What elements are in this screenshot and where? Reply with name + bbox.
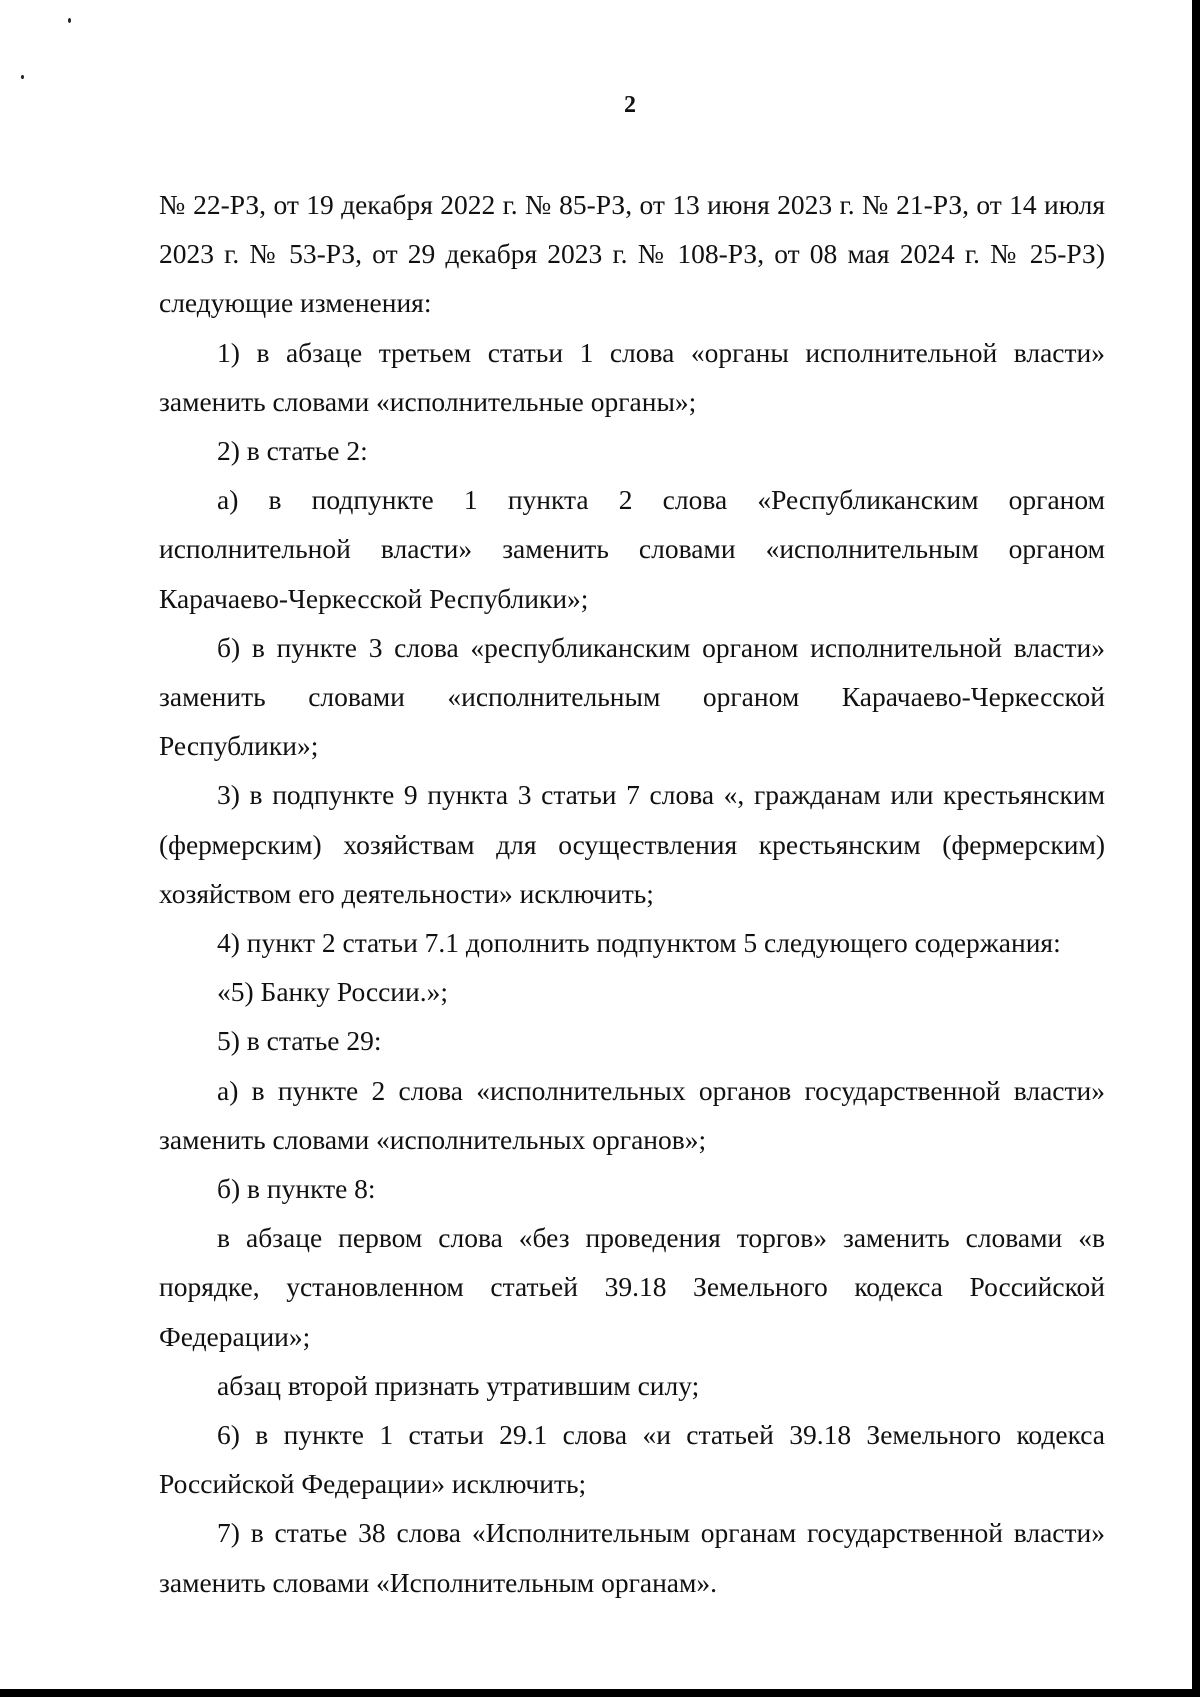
paragraph-item-5a: а) в пункте 2 слова «исполнительных органов государственной власти» заменить словами «исполнительных органов»; [159, 1074, 1105, 1155]
paragraph-item-7: 7) в статье 38 слова «Исполнительным органам государственной власти» заменить словами «Исполнительным органам». [159, 1517, 1105, 1598]
scan-edge-right [1192, 0, 1200, 1697]
scan-edge-bottom [0, 1689, 1200, 1697]
paragraph-item-5b-first: в абзаце первом слова «без проведения торгов» заменить словами «в порядке, установленном статьей 39.18 Земельного кодекса Российской Федерации»; [159, 1222, 1105, 1352]
paragraph-item-5b: б) в пункте 8: [217, 1173, 376, 1205]
paragraph-intro: № 22-РЗ, от 19 декабря 2022 г. № 85-РЗ, от 13 июня 2023 г. № 21-РЗ, от 14 июля 2023 г. № 53-РЗ, от 29 декабря 2023 г. № 108-РЗ, от 08 мая 2024 г. № 25-РЗ) следующие изменения: [159, 189, 1105, 319]
scan-speck [21, 75, 24, 79]
paragraph-item-2a: а) в подпункте 1 пункта 2 слова «Республиканским органом исполнительной власти» заменить словами «исполнительным органом Карачаево-Черкесской Республики»; [159, 484, 1105, 614]
paragraph-item-5b-second: абзац второй признать утратившим силу; [217, 1369, 700, 1401]
paragraph-item-1: 1) в абзаце третьем статьи 1 слова «органы исполнительной власти» заменить словами «исполнительные органы»; [159, 336, 1105, 417]
paragraph-item-5: 5) в статье 29: [217, 1025, 382, 1057]
paragraph-item-4: 4) пункт 2 статьи 7.1 дополнить подпунктом 5 следующего содержания: [217, 927, 1061, 959]
paragraph-item-4-content: «5) Банку России.»; [217, 976, 448, 1008]
paragraph-item-3: 3) в подпункте 9 пункта 3 статьи 7 слова «, гражданам или крестьянским (фермерским) хозяйствам для осуществления крестьянским (фермерским) хозяйством его деятельности» исключить; [159, 779, 1105, 909]
document-body [159, 180, 1105, 1607]
scan-speck [68, 18, 71, 23]
page-number: 2 [624, 92, 636, 118]
paragraph-item-6: 6) в пункте 1 статьи 29.1 слова «и статьей 39.18 Земельного кодекса Российской Федерации» исключить; [159, 1419, 1105, 1500]
paragraph-item-2: 2) в статье 2: [217, 435, 368, 467]
paragraph-item-2b: б) в пункте 3 слова «республиканским органом исполнительной власти» заменить словами «исполнительным органом Карачаево-Черкесской Республики»; [159, 631, 1105, 762]
